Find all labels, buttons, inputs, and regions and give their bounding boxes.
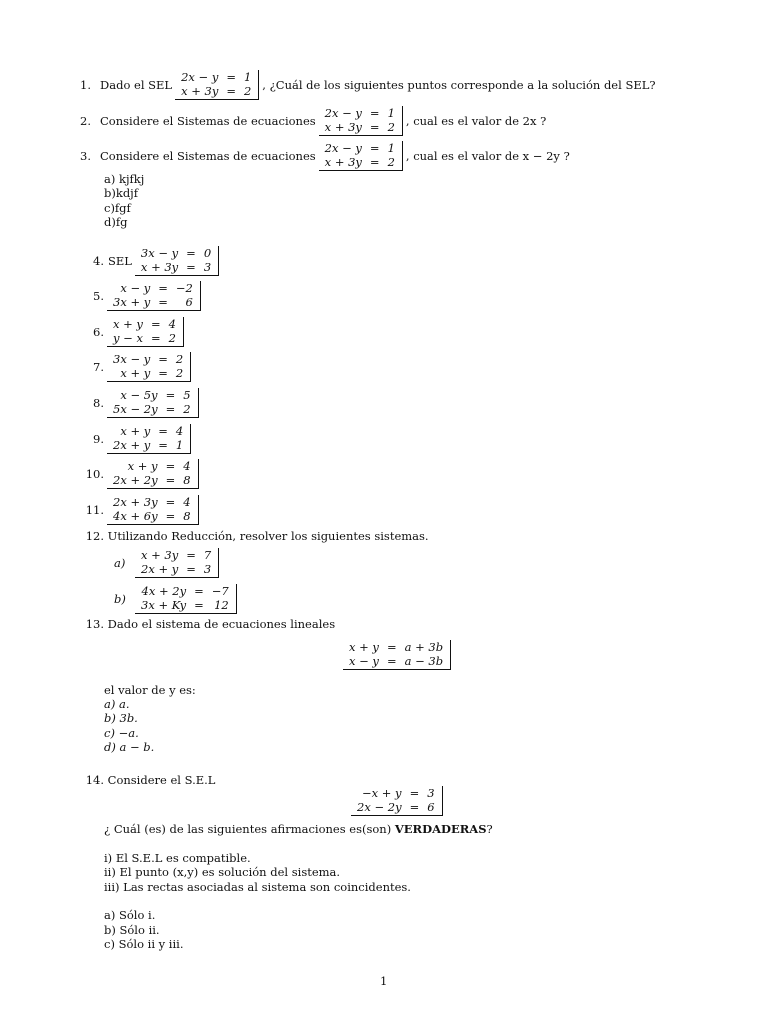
statement: ii) El punto (x,y) es solución del sistema. xyxy=(104,865,341,879)
question-number: 14. xyxy=(85,773,104,787)
equation-lhs: 3x + Ky xyxy=(141,598,187,612)
option: b) 3b. xyxy=(104,711,138,725)
equation-lhs: 2x + y xyxy=(113,438,151,452)
prompt-text: ¿ Cuál (es) de las siguientes afirmaciones es(son) xyxy=(104,822,395,836)
equation-lhs: x + y xyxy=(349,640,379,654)
question-13 xyxy=(80,617,335,631)
equation-table xyxy=(137,548,215,576)
equation-row xyxy=(137,246,215,260)
subquestion-a xyxy=(114,548,222,578)
equation-rhs: −7 xyxy=(211,584,229,598)
equation-row xyxy=(353,800,439,814)
equation-table xyxy=(109,352,187,380)
equation-row xyxy=(109,295,197,309)
equation-rhs: a + 3b xyxy=(404,640,444,654)
equation-rhs: 4 xyxy=(168,317,176,331)
equation-row xyxy=(345,640,447,654)
equation-row xyxy=(137,584,233,598)
equation-lhs: x − 5y xyxy=(120,388,158,402)
equation-lhs: x + y xyxy=(120,424,151,438)
equation-table xyxy=(321,106,399,134)
question-text: Considere el S.E.L xyxy=(107,773,216,787)
question-text: Dado el SEL xyxy=(100,78,173,92)
equation-rhs: 2 xyxy=(387,120,395,134)
question-9 xyxy=(80,424,194,454)
equation-row xyxy=(137,562,215,576)
equation-rhs: 3 xyxy=(203,260,212,274)
equation-lhs: 2x − y xyxy=(181,70,219,84)
equation-equals: = xyxy=(369,120,380,134)
equation-system xyxy=(107,352,191,382)
question-number: 12. xyxy=(85,529,104,543)
question-number: 4. xyxy=(93,254,104,268)
option: d) a − b. xyxy=(104,740,155,754)
equation-rhs: 0 xyxy=(203,246,212,260)
equation-system xyxy=(107,317,184,347)
question-text: , cual es el valor de x − 2y ? xyxy=(405,149,570,163)
question-5 xyxy=(80,281,204,311)
equation-system xyxy=(319,106,403,136)
equation-rhs: 2 xyxy=(175,352,184,366)
equation-row xyxy=(345,654,447,668)
equation-equals: = xyxy=(158,424,168,438)
equation-row xyxy=(109,388,195,402)
equation-rhs: 7 xyxy=(203,548,212,562)
equation-lhs: 2x − y xyxy=(324,106,362,120)
equation-row xyxy=(109,366,187,380)
question-number: 9. xyxy=(93,432,104,446)
equation-equals: = xyxy=(165,459,176,473)
equation-rhs: 1 xyxy=(175,438,184,452)
equation-system xyxy=(107,495,199,525)
option: d)fg xyxy=(104,215,128,229)
equation-rhs: −2 xyxy=(175,281,193,295)
equation-system xyxy=(319,141,403,171)
equation-equals: = xyxy=(158,438,168,452)
question-4 xyxy=(80,246,222,276)
question-14 xyxy=(80,773,215,787)
equation-system xyxy=(343,640,451,670)
equation-lhs: x + 3y xyxy=(140,260,179,274)
prompt-text-end: ? xyxy=(486,822,493,836)
equation-equals: = xyxy=(186,562,196,576)
equation-lhs: x + 3y xyxy=(324,120,362,134)
equation-row xyxy=(177,84,255,98)
equation-equals: = xyxy=(186,260,196,274)
equation-lhs: 2x + 2y xyxy=(113,473,158,487)
equation-system xyxy=(135,246,219,276)
question-number: 10. xyxy=(85,467,104,481)
equation-table xyxy=(177,70,255,98)
equation-row xyxy=(109,402,195,416)
equation-rhs: 4 xyxy=(183,459,191,473)
question-number: 7. xyxy=(93,360,104,374)
equation-equals: = xyxy=(158,352,168,366)
equation-rhs: 3 xyxy=(427,786,435,800)
equation-system xyxy=(107,281,201,311)
question-8 xyxy=(80,388,202,418)
question-prompt xyxy=(104,822,493,836)
equation-equals: = xyxy=(369,106,380,120)
equation-rhs: 6 xyxy=(185,295,193,309)
equation-lhs: x + 3y xyxy=(141,548,179,562)
equation-table xyxy=(345,640,447,668)
equation-lhs: 4x + 2y xyxy=(141,584,187,598)
equation-rhs: 2 xyxy=(183,402,191,416)
question-6 xyxy=(80,317,187,347)
equation-table xyxy=(353,786,439,814)
equation-equals: = xyxy=(150,317,161,331)
equation-row xyxy=(137,598,233,612)
equation-lhs: x + y xyxy=(127,459,158,473)
equation-lhs: 2x − 2y xyxy=(357,800,402,814)
equation-lhs: 3x − y xyxy=(113,352,151,366)
equation-row xyxy=(177,70,255,84)
question-prompt: el valor de y es: xyxy=(104,683,196,697)
equation-equals: = xyxy=(186,548,196,562)
equation-equals: = xyxy=(150,331,161,345)
statement: iii) Las rectas asociadas al sistema son coincidentes. xyxy=(104,880,411,894)
equation-equals: = xyxy=(194,584,204,598)
option: b) Sólo ii. xyxy=(104,923,160,937)
question-text: Considere el Sistemas de ecuaciones xyxy=(100,114,316,128)
equation-row xyxy=(137,260,215,274)
equation-row xyxy=(109,495,195,509)
question-14-system xyxy=(348,786,446,816)
equation-rhs: 12 xyxy=(214,598,229,612)
equation-rhs: 8 xyxy=(183,509,191,523)
equation-equals: = xyxy=(226,70,236,84)
question-number: 1. xyxy=(80,78,91,92)
equation-lhs: x − y xyxy=(349,654,379,668)
equation-equals: = xyxy=(158,295,168,309)
subquestion-label: b) xyxy=(114,592,126,606)
equation-row xyxy=(109,459,195,473)
prompt-emphasis: VERDADERAS xyxy=(394,822,487,836)
equation-row xyxy=(109,509,195,523)
equation-lhs: 4x + 6y xyxy=(113,509,158,523)
option: c) Sólo ii y iii. xyxy=(104,937,184,951)
equation-row xyxy=(353,786,439,800)
equation-equals: = xyxy=(194,598,204,612)
equation-system xyxy=(135,584,237,614)
equation-table xyxy=(137,246,215,274)
equation-rhs: 6 xyxy=(427,800,435,814)
equation-rhs: 1 xyxy=(387,141,395,155)
option: a) Sólo i. xyxy=(104,908,156,922)
equation-rhs: 2 xyxy=(168,331,176,345)
equation-system xyxy=(107,459,199,489)
equation-rhs: 3 xyxy=(203,562,212,576)
option: c) −a. xyxy=(104,726,139,740)
equation-lhs: x + 3y xyxy=(324,155,362,169)
equation-rhs: 5 xyxy=(183,388,191,402)
question-number: 13. xyxy=(85,617,104,631)
equation-equals: = xyxy=(386,654,397,668)
equation-table xyxy=(137,584,233,612)
equation-row xyxy=(109,424,187,438)
equation-lhs: 2x + y xyxy=(141,562,179,576)
equation-equals: = xyxy=(409,800,420,814)
equation-rhs: 2 xyxy=(387,155,395,169)
subquestion-label: a) xyxy=(114,556,126,570)
equation-system xyxy=(107,388,199,418)
equation-equals: = xyxy=(386,640,397,654)
equation-row xyxy=(109,473,195,487)
question-text: SEL xyxy=(108,254,132,268)
equation-equals: = xyxy=(158,281,168,295)
option: c)fgf xyxy=(104,201,131,215)
equation-row xyxy=(109,317,180,331)
equation-lhs: x + 3y xyxy=(181,84,219,98)
equation-rhs: 4 xyxy=(183,495,191,509)
option: b)kdjf xyxy=(104,186,139,200)
equation-rhs: 2 xyxy=(243,84,252,98)
equation-table xyxy=(109,317,180,345)
equation-lhs: −x + y xyxy=(361,786,402,800)
question-10 xyxy=(80,459,202,489)
equation-table xyxy=(109,388,195,416)
equation-lhs: 3x − y xyxy=(140,246,179,260)
question-number: 6. xyxy=(93,325,104,339)
page-number: 1 xyxy=(380,974,388,988)
question-13-system xyxy=(340,640,454,670)
equation-table xyxy=(109,459,195,487)
equation-table xyxy=(321,141,399,169)
equation-rhs: 1 xyxy=(387,106,395,120)
equation-rhs: 1 xyxy=(243,70,252,84)
question-1 xyxy=(80,70,656,100)
question-3 xyxy=(80,141,570,171)
subquestion-b xyxy=(114,584,240,614)
question-text: Dado el sistema de ecuaciones lineales xyxy=(107,617,336,631)
question-number: 8. xyxy=(93,396,104,410)
equation-system xyxy=(107,424,191,454)
equation-equals: = xyxy=(409,786,420,800)
question-7 xyxy=(80,352,194,382)
equation-equals: = xyxy=(165,495,176,509)
equation-lhs: x − y xyxy=(120,281,151,295)
question-number: 2. xyxy=(80,114,91,128)
equation-system xyxy=(175,70,259,100)
equation-row xyxy=(321,120,399,134)
option: a) a. xyxy=(104,697,130,711)
equation-row xyxy=(109,438,187,452)
question-text: Considere el Sistemas de ecuaciones xyxy=(100,149,316,163)
equation-equals: = xyxy=(165,402,176,416)
equation-rhs: a − 3b xyxy=(404,654,444,668)
equation-equals: = xyxy=(186,246,196,260)
equation-row xyxy=(109,281,197,295)
equation-lhs: x + y xyxy=(120,366,151,380)
equation-rhs: 4 xyxy=(175,424,184,438)
equation-row xyxy=(321,141,399,155)
equation-equals: = xyxy=(165,388,176,402)
equation-row xyxy=(109,331,180,345)
equation-rhs: 8 xyxy=(183,473,191,487)
equation-equals: = xyxy=(165,473,176,487)
equation-rhs: 2 xyxy=(175,366,184,380)
equation-table xyxy=(109,424,187,452)
equation-table xyxy=(109,495,195,523)
question-text: Utilizando Reducción, resolver los siguientes sistemas. xyxy=(107,529,429,543)
equation-equals: = xyxy=(165,509,176,523)
question-11 xyxy=(80,495,202,525)
equation-row xyxy=(321,155,399,169)
question-number: 5. xyxy=(93,289,104,303)
question-number: 3. xyxy=(80,149,91,163)
question-text: , cual es el valor de 2x ? xyxy=(405,114,547,128)
option: a) kjfkj xyxy=(104,172,145,186)
question-2 xyxy=(80,106,546,136)
question-12 xyxy=(80,529,429,543)
equation-equals: = xyxy=(369,155,380,169)
equation-lhs: 2x + 3y xyxy=(113,495,158,509)
equation-system xyxy=(351,786,443,816)
question-number: 11. xyxy=(85,503,104,517)
equation-row xyxy=(109,352,187,366)
equation-row xyxy=(137,548,215,562)
equation-equals: = xyxy=(158,366,168,380)
equation-row xyxy=(321,106,399,120)
equation-equals: = xyxy=(226,84,236,98)
equation-system xyxy=(135,548,219,578)
equation-equals: = xyxy=(369,141,380,155)
equation-lhs: 2x − y xyxy=(324,141,362,155)
statement: i) El S.E.L es compatible. xyxy=(104,851,251,865)
equation-lhs: 5x − 2y xyxy=(113,402,158,416)
equation-lhs: 3x + y xyxy=(113,295,151,309)
equation-lhs: y − x xyxy=(113,331,143,345)
question-text: , ¿Cuál de los siguientes puntos corresponde a la solución del SEL? xyxy=(262,78,656,92)
equation-lhs: x + y xyxy=(113,317,143,331)
equation-table xyxy=(109,281,197,309)
